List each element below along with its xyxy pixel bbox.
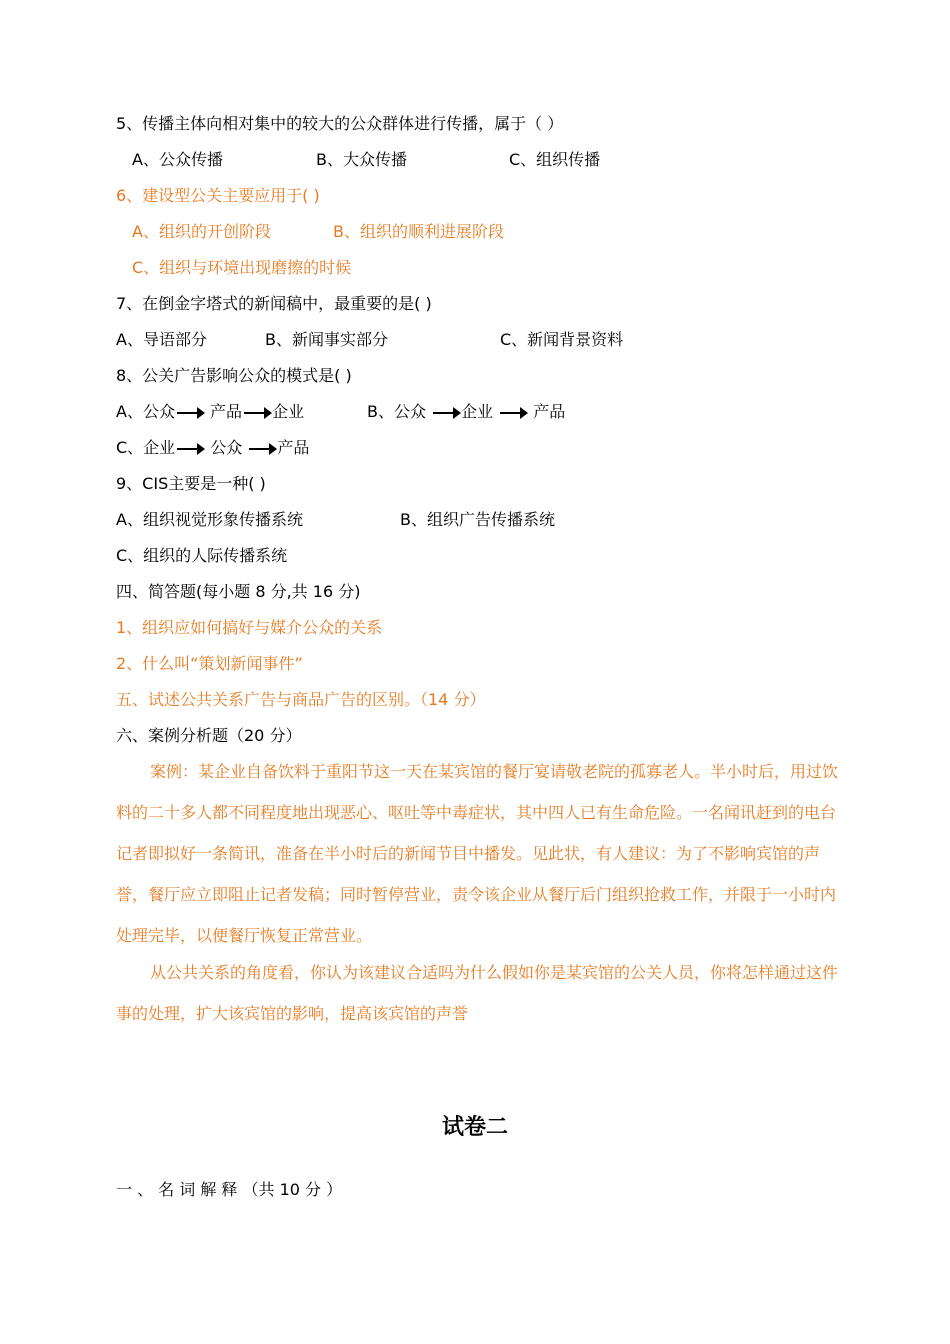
right-arrow-icon <box>177 412 203 414</box>
q8-c-term-2: 公众 <box>210 438 243 457</box>
q6-option-a: A、组织的开创阶段 <box>132 222 271 241</box>
q8-stem: 8、公关广告影响公众的模式是( ) <box>116 366 352 385</box>
paper-title: 试卷二 <box>441 1115 508 1140</box>
q8-c-term-3: 产品 <box>277 438 310 457</box>
section-4-heading: 四、简答题(每小题 8 分,共 16 分) <box>116 582 361 601</box>
right-arrow-icon <box>433 412 459 414</box>
paper2-section-1-heading: 一 、 名 词 解 释 （共 10 分 ） <box>116 1180 343 1199</box>
right-arrow-icon <box>500 412 526 414</box>
q9-option-b: B、组织广告传播系统 <box>400 510 555 529</box>
q8-b-term-2: 企业 <box>461 402 494 421</box>
q7-option-a: A、导语部分 <box>116 330 207 349</box>
right-arrow-icon <box>244 412 270 414</box>
q8-a-term-3: 企业 <box>272 402 305 421</box>
section-4-item-2: 2、什么叫“策划新闻事件” <box>116 654 303 673</box>
right-arrow-icon <box>177 448 203 450</box>
case-paragraph: 案例：某企业自备饮料于重阳节这一天在某宾馆的餐厅宴请敬老院的孤寡老人。半小时后，用过饮料的二十多人都不同程度地出现恶心、呕吐等中毒症状，其中四人已有生命危险。一名闻讯赶到的电台记者即拟好一条简讯，准备在半小时后的新闻节目中播发。见此状，有人建议：为了不影响宾馆的声誉，餐厅应立即阻止记者发稿；同时暂停营业，责令该企业从餐厅后门组织抢救工作，并限于一小时内处理完毕，以便餐厅恢复正常营业。 <box>116 762 839 945</box>
q9-stem: 9、CIS主要是一种( ) <box>116 474 266 493</box>
section-6-heading: 六、案例分析题（20 分） <box>116 726 302 745</box>
q8-option-c <box>116 438 309 458</box>
q8-b-term-3: 产品 <box>533 402 566 421</box>
q8-a-term-1: A、公众 <box>116 402 175 421</box>
q8-option-a <box>116 402 304 422</box>
q9-option-a: A、组织视觉形象传播系统 <box>116 510 303 529</box>
q6-stem: 6、建设型公关主要应用于( ) <box>116 186 320 205</box>
q5-option-a: A、公众传播 <box>132 150 223 169</box>
case-question: 从公共关系的角度看，你认为该建议合适吗为什么假如你是某宾馆的公关人员，你将怎样通过这件事的处理，扩大该宾馆的影响，提高该宾馆的声誉 <box>116 963 839 1023</box>
q6-option-c: C、组织与环境出现磨擦的时候 <box>132 258 352 277</box>
section-5-heading: 五、试述公共关系广告与商品广告的区别。（14 分） <box>116 690 486 709</box>
section-4-item-1: 1、组织应如何搞好与媒介公众的关系 <box>116 618 383 637</box>
q5-stem: 5、传播主体向相对集中的较大的公众群体进行传播，属于（ ） <box>116 114 564 133</box>
q5-option-b: B、大众传播 <box>316 150 407 169</box>
q8-c-term-1: C、企业 <box>116 438 176 457</box>
q7-option-b: B、新闻事实部分 <box>265 330 388 349</box>
q7-stem: 7、在倒金字塔式的新闻稿中，最重要的是( ) <box>116 294 432 313</box>
q9-option-c: C、组织的人际传播系统 <box>116 546 288 565</box>
q6-option-b: B、组织的顺利进展阶段 <box>333 222 504 241</box>
q8-option-b <box>367 402 565 422</box>
q8-a-term-2: 产品 <box>210 402 243 421</box>
q8-b-term-1: B、公众 <box>367 402 426 421</box>
q7-option-c: C、新闻背景资料 <box>500 330 624 349</box>
q5-option-c: C、组织传播 <box>509 150 601 169</box>
right-arrow-icon <box>249 448 275 450</box>
